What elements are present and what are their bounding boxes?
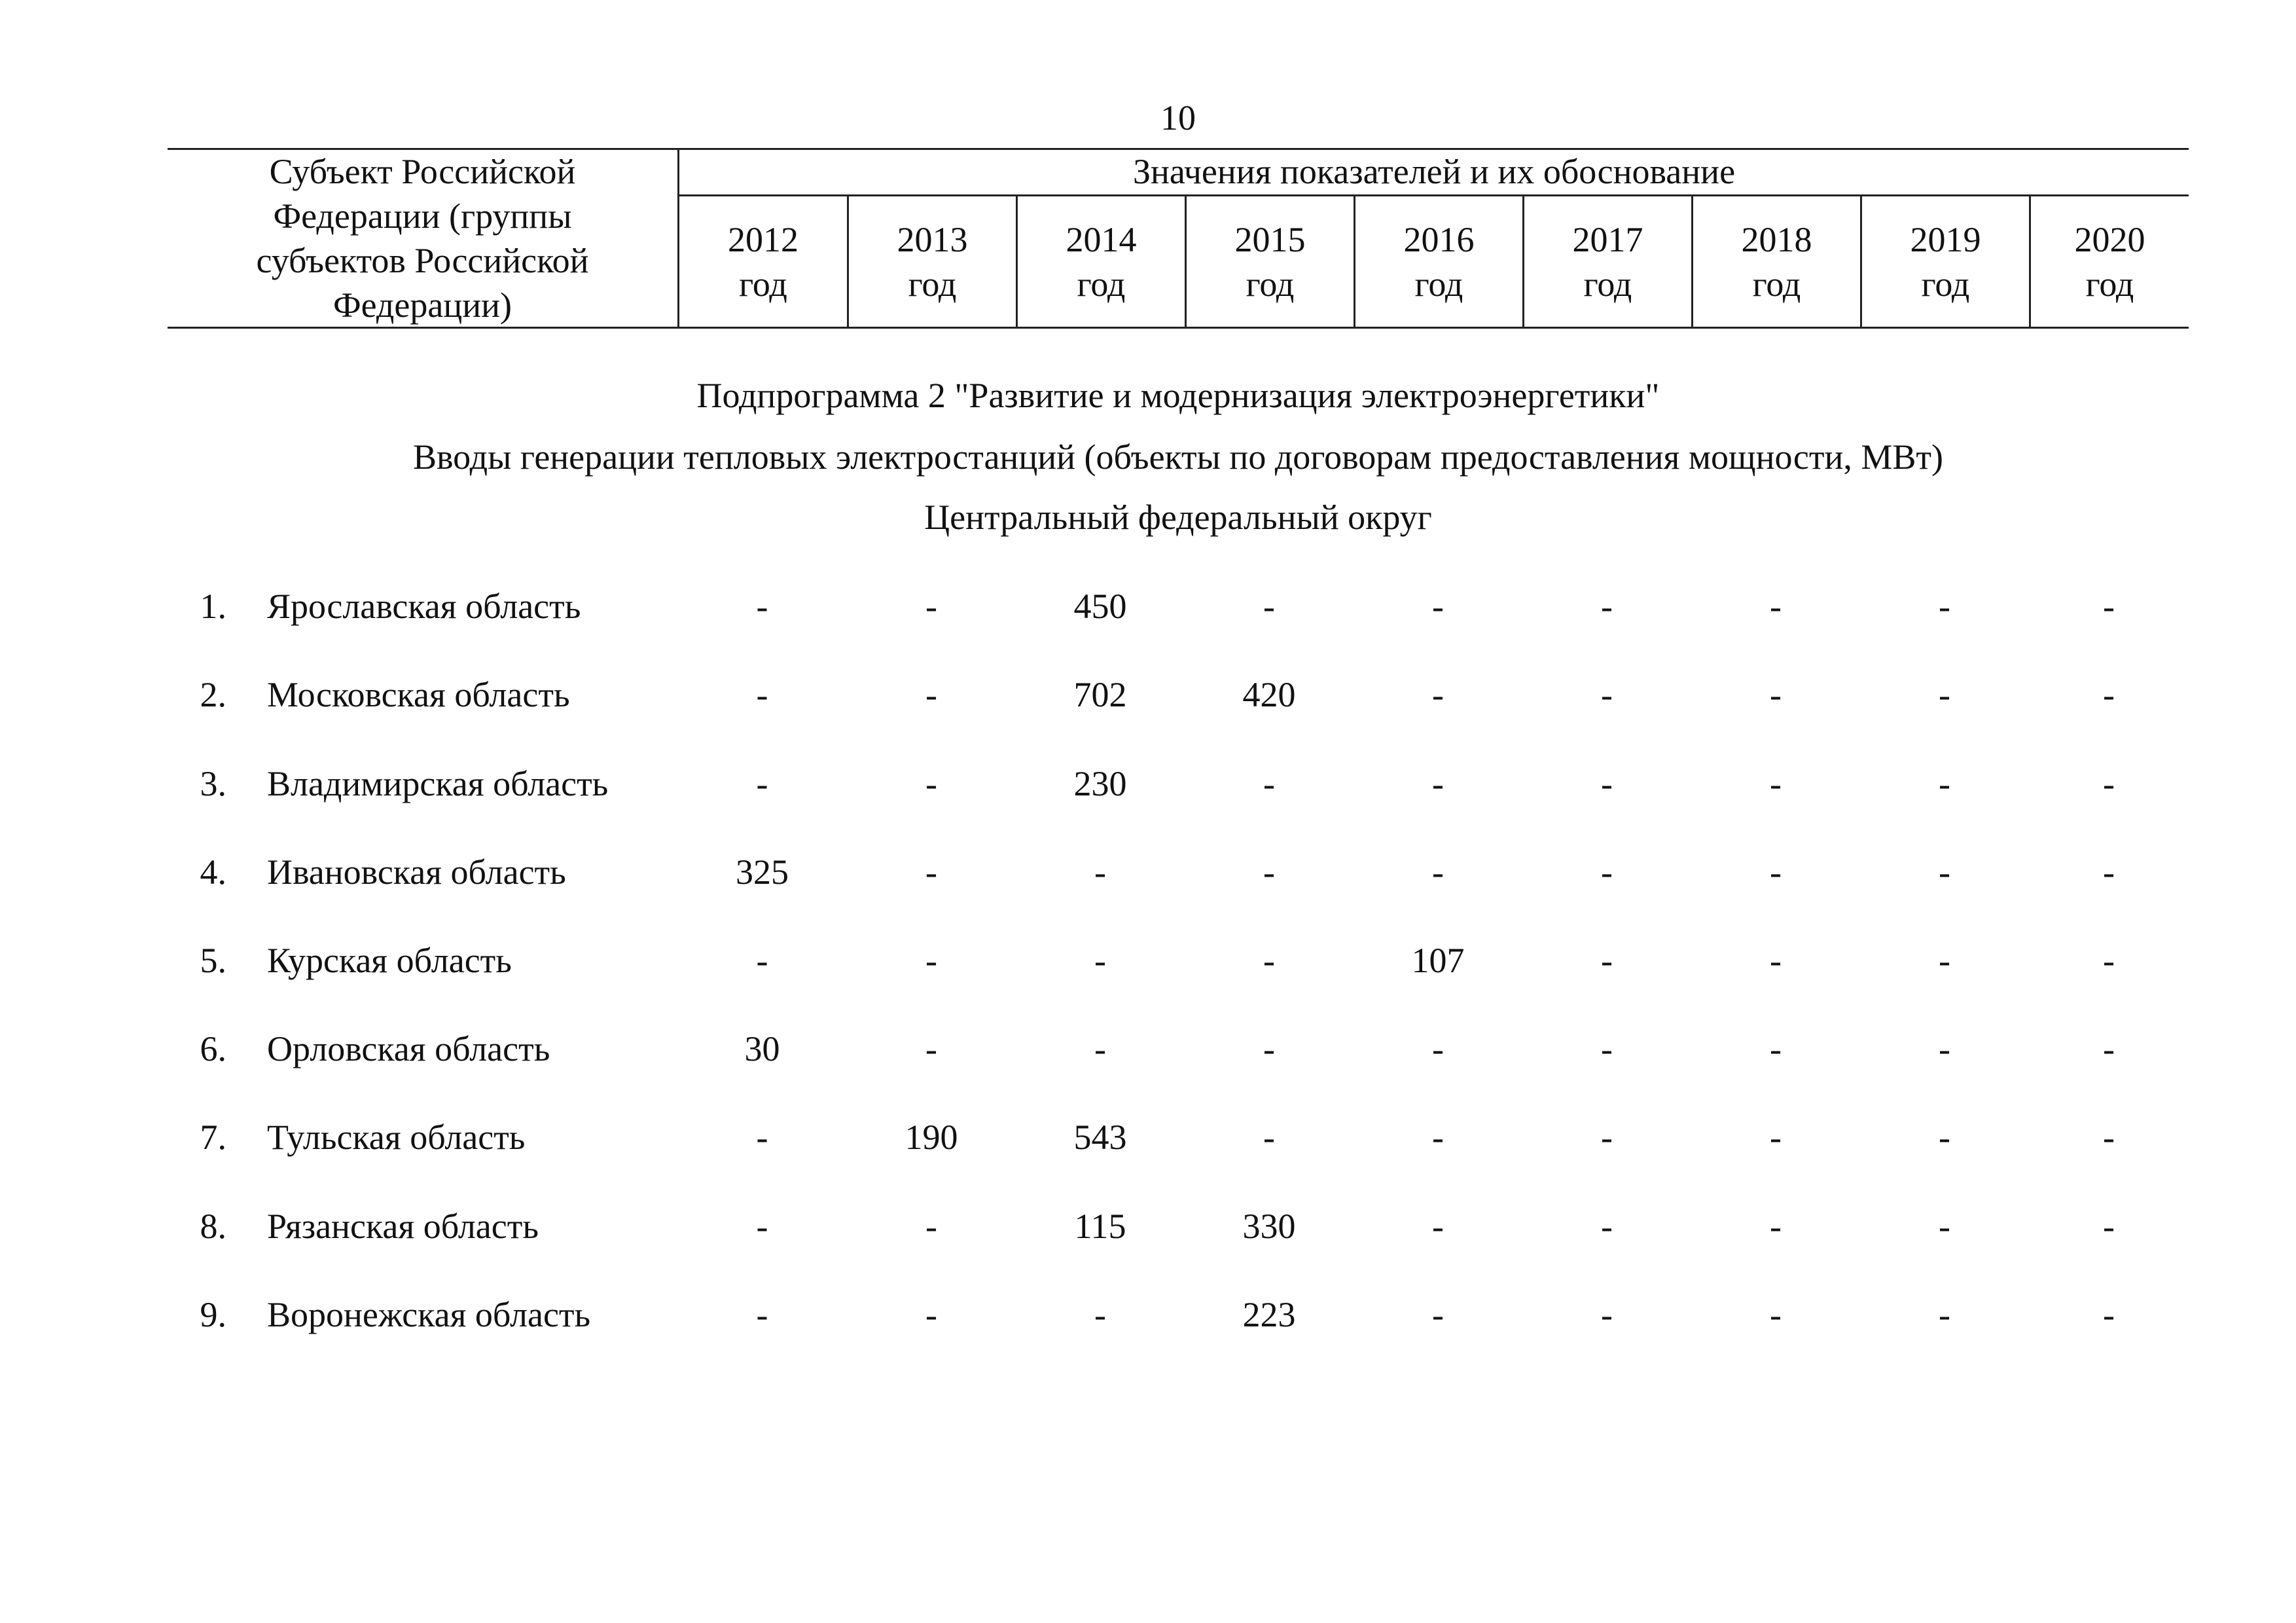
subprogram-title: Подпрограмма 2 "Развитие и модернизация электроэнергетики" bbox=[696, 376, 1660, 415]
table-row bbox=[0, 1026, 2296, 1072]
value-cell: - bbox=[1770, 1118, 1782, 1157]
table-row bbox=[0, 938, 2296, 983]
value-cell: - bbox=[1263, 852, 1275, 892]
row-number: 1. bbox=[200, 587, 226, 626]
value-cell: - bbox=[2103, 675, 2115, 714]
table-row bbox=[0, 583, 2296, 629]
row-number: 4. bbox=[200, 852, 226, 892]
value-cell: - bbox=[1263, 587, 1275, 626]
value-cell: 107 bbox=[1411, 941, 1465, 980]
value-cell: - bbox=[756, 764, 768, 803]
row-number: 5. bbox=[200, 941, 226, 980]
year-unit: год bbox=[1077, 264, 1126, 304]
value-cell: - bbox=[1939, 852, 1950, 892]
year-unit: год bbox=[2085, 264, 2134, 304]
value-cell: - bbox=[1770, 1207, 1782, 1246]
value-cell: - bbox=[1432, 675, 1444, 714]
year-header-cell bbox=[2029, 196, 2189, 327]
value-cell: - bbox=[1939, 587, 1950, 626]
region-name: Московская область bbox=[267, 675, 570, 714]
year-label: 2018 bbox=[1741, 219, 1812, 259]
year-unit: год bbox=[1583, 264, 1632, 304]
value-cell: - bbox=[1601, 1029, 1613, 1068]
row-number: 7. bbox=[200, 1118, 226, 1157]
subject-column-header: Субъект Российской Федерации (группы субъектов Российской Федерации) bbox=[256, 152, 589, 325]
year-header-cell bbox=[1691, 196, 1860, 327]
value-cell: - bbox=[1263, 941, 1275, 980]
region-name: Рязанская область bbox=[267, 1207, 539, 1246]
value-cell: - bbox=[1939, 675, 1950, 714]
year-header-cell bbox=[1522, 196, 1691, 327]
year-label: 2013 bbox=[897, 219, 968, 259]
year-label: 2014 bbox=[1066, 219, 1137, 259]
value-cell: - bbox=[1432, 1207, 1444, 1246]
value-cell: - bbox=[925, 941, 937, 980]
value-cell: 330 bbox=[1242, 1207, 1296, 1246]
value-cell: - bbox=[925, 764, 937, 803]
region-name: Орловская область bbox=[267, 1029, 550, 1068]
value-cell: - bbox=[756, 587, 768, 626]
year-label: 2015 bbox=[1234, 219, 1306, 259]
value-cell: - bbox=[1601, 1118, 1613, 1157]
year-header-cell bbox=[1354, 196, 1522, 327]
table-row bbox=[0, 849, 2296, 895]
value-cell: - bbox=[1263, 1118, 1275, 1157]
value-cell: - bbox=[2103, 941, 2115, 980]
value-cell: - bbox=[2103, 1295, 2115, 1334]
value-cell: - bbox=[1770, 587, 1782, 626]
year-header-cell bbox=[1016, 196, 1185, 327]
value-cell: - bbox=[925, 852, 937, 892]
value-cell: 450 bbox=[1073, 587, 1127, 626]
years-header-row bbox=[677, 196, 2189, 327]
row-number: 8. bbox=[200, 1207, 226, 1246]
value-cell: - bbox=[1263, 764, 1275, 803]
value-cell: 223 bbox=[1242, 1295, 1296, 1334]
row-number: 3. bbox=[200, 764, 226, 803]
value-cell: - bbox=[2103, 1029, 2115, 1068]
value-cell: - bbox=[1601, 1207, 1613, 1246]
value-cell: - bbox=[1094, 852, 1106, 892]
table-row bbox=[0, 672, 2296, 718]
value-cell: - bbox=[1939, 1207, 1950, 1246]
row-number: 9. bbox=[200, 1295, 226, 1334]
table-row bbox=[0, 1292, 2296, 1338]
value-cell: 115 bbox=[1074, 1207, 1126, 1246]
value-cell: - bbox=[2103, 852, 2115, 892]
table-row bbox=[0, 761, 2296, 807]
value-cell: - bbox=[1939, 1118, 1950, 1157]
values-column-header: Значения показателей и их обоснование bbox=[677, 150, 2189, 196]
table-header bbox=[168, 148, 2189, 329]
value-cell: - bbox=[756, 941, 768, 980]
value-cell: - bbox=[925, 587, 937, 626]
region-name: Воронежская область bbox=[267, 1295, 591, 1334]
indicator-title: Вводы генерации тепловых электростанций (объекты по договорам предоставления мощности, МВт) bbox=[413, 437, 1943, 477]
value-cell: 30 bbox=[744, 1029, 780, 1068]
year-label: 2019 bbox=[1910, 219, 1981, 259]
row-number: 6. bbox=[200, 1029, 226, 1068]
value-cell: - bbox=[756, 1118, 768, 1157]
year-header-cell bbox=[677, 196, 847, 327]
region-name: Владимирская область bbox=[267, 764, 609, 803]
value-cell: - bbox=[925, 675, 937, 714]
value-cell: - bbox=[2103, 587, 2115, 626]
value-cell: - bbox=[1770, 675, 1782, 714]
value-cell: 702 bbox=[1073, 675, 1127, 714]
value-cell: - bbox=[2103, 1207, 2115, 1246]
row-number: 2. bbox=[200, 675, 226, 714]
value-cell: - bbox=[1432, 1118, 1444, 1157]
region-name: Тульская область bbox=[267, 1118, 526, 1157]
year-header-cell bbox=[847, 196, 1016, 327]
value-cell: - bbox=[1432, 1295, 1444, 1334]
value-cell: - bbox=[1432, 1029, 1444, 1068]
district-title: Центральный федеральный округ bbox=[924, 498, 1432, 537]
year-label: 2017 bbox=[1572, 219, 1643, 259]
value-cell: - bbox=[1263, 1029, 1275, 1068]
value-cell: - bbox=[1432, 852, 1444, 892]
region-name: Ярославская область bbox=[267, 587, 581, 626]
value-cell: 230 bbox=[1073, 764, 1127, 803]
value-cell: - bbox=[1770, 941, 1782, 980]
value-cell: - bbox=[1094, 1029, 1106, 1068]
value-cell: - bbox=[1770, 1029, 1782, 1068]
value-cell: - bbox=[756, 1295, 768, 1334]
year-unit: год bbox=[1414, 264, 1463, 304]
region-name: Курская область bbox=[267, 941, 512, 980]
value-cell: - bbox=[1601, 675, 1613, 714]
year-unit: год bbox=[1921, 264, 1970, 304]
value-cell: - bbox=[1094, 1295, 1106, 1334]
value-cell: - bbox=[1770, 852, 1782, 892]
page-number: 10 bbox=[1160, 98, 1196, 137]
year-unit: год bbox=[908, 264, 957, 304]
year-unit: год bbox=[1246, 264, 1295, 304]
year-label: 2012 bbox=[728, 219, 798, 259]
value-cell: - bbox=[1939, 1295, 1950, 1334]
value-cell: - bbox=[1601, 852, 1613, 892]
value-cell: 190 bbox=[905, 1118, 958, 1157]
value-cell: - bbox=[1601, 1295, 1613, 1334]
value-cell: - bbox=[1939, 941, 1950, 980]
year-unit: год bbox=[739, 264, 787, 304]
region-name: Ивановская область bbox=[267, 852, 566, 892]
value-cell: - bbox=[925, 1295, 937, 1334]
value-cell: - bbox=[1432, 764, 1444, 803]
value-cell: - bbox=[2103, 764, 2115, 803]
value-cell: - bbox=[1432, 587, 1444, 626]
value-cell: - bbox=[925, 1029, 937, 1068]
value-cell: - bbox=[1601, 587, 1613, 626]
year-label: 2016 bbox=[1403, 219, 1475, 259]
value-cell: - bbox=[756, 675, 768, 714]
value-cell: - bbox=[1939, 764, 1950, 803]
value-cell: 543 bbox=[1073, 1118, 1127, 1157]
value-cell: - bbox=[1770, 1295, 1782, 1334]
year-header-cell bbox=[1860, 196, 2029, 327]
value-cell: - bbox=[756, 1207, 768, 1246]
value-cell: - bbox=[1094, 941, 1106, 980]
value-cell: 325 bbox=[736, 852, 789, 892]
year-label: 2020 bbox=[2074, 219, 2145, 259]
value-cell: - bbox=[2103, 1118, 2115, 1157]
value-cell: - bbox=[1770, 764, 1782, 803]
value-cell: - bbox=[1601, 764, 1613, 803]
value-cell: - bbox=[925, 1207, 937, 1246]
table-row bbox=[0, 1114, 2296, 1160]
value-cell: 420 bbox=[1242, 675, 1296, 714]
value-cell: - bbox=[1939, 1029, 1950, 1068]
year-header-cell bbox=[1185, 196, 1354, 327]
year-unit: год bbox=[1752, 264, 1801, 304]
value-cell: - bbox=[1601, 941, 1613, 980]
table-row bbox=[0, 1203, 2296, 1249]
